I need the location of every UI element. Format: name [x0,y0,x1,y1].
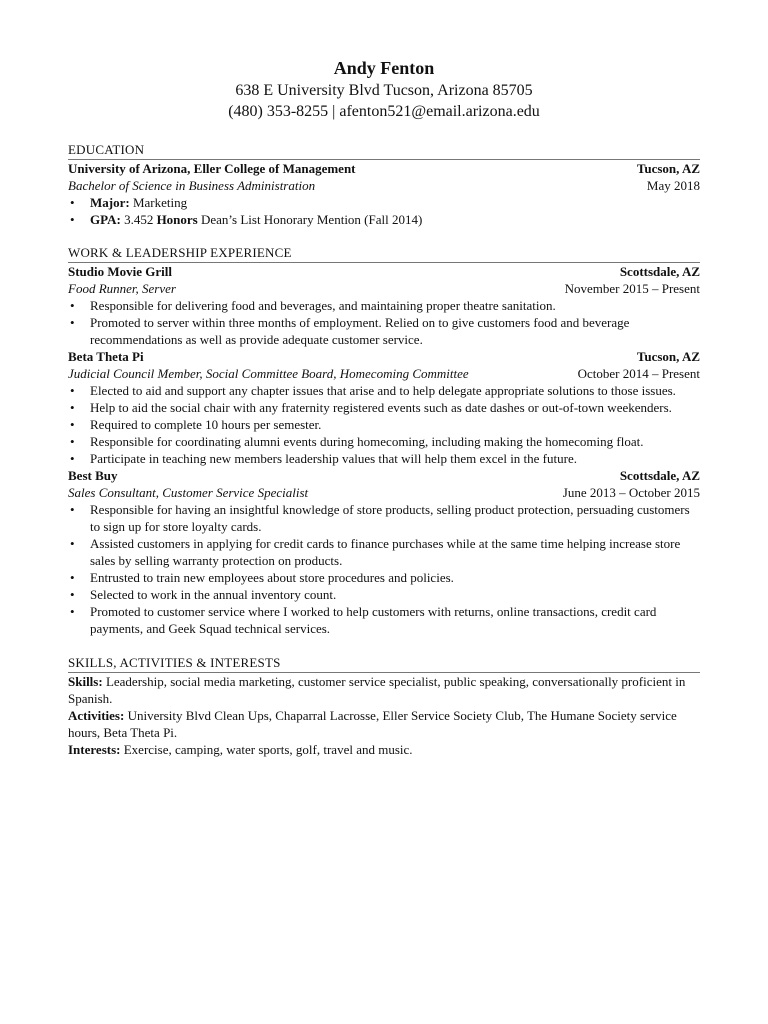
bullet-icon: • [70,536,75,551]
bullet-text: Promoted to customer service where I worked to help customers with returns, online transactions, credit card payments, and Geek Squad technical services. [90,604,657,636]
activities-line [68,707,700,741]
bullet-text: Selected to work in the annual inventory count. [90,587,337,602]
list-item [68,382,700,399]
activities-value: University Blvd Clean Ups, Chaparral Lacrosse, Eller Service Society Club, The Humane Society service hours, Beta Theta Pi. [68,708,677,740]
resume-header [68,56,700,122]
list-item [68,535,700,569]
bullet-icon: • [70,195,75,210]
school-location: Tucson, AZ [636,161,700,176]
phone-email: (480) 353-8255 | afenton521@email.arizona.edu [228,103,540,120]
gpa-label: GPA: [90,212,121,227]
bullet-text: Responsible for delivering food and beverages, and maintaining proper theatre sanitation. [90,298,556,313]
graduation-date: May 2018 [646,178,700,193]
list-item [68,399,700,416]
bullet-icon: • [70,400,75,415]
bullet-text: Promoted to server within three months of employment. Relied on to give customers food and beverage recommendations as well as provide adequate customer service. [90,315,630,347]
bullet-icon: • [70,587,75,602]
list-item [68,603,700,637]
address: 638 E University Blvd Tucson, Arizona 85705 [235,82,533,99]
list-item [68,297,700,314]
degree: Bachelor of Science in Business Administration [68,178,316,193]
gpa-value: 3.452 [120,212,157,227]
bullet-text: Help to aid the social chair with any fraternity registered events such as date dashes or out-of-town weekenders. [90,400,672,415]
interests-line [68,741,700,758]
job-bullets [68,297,700,348]
bullet-icon: • [70,212,75,227]
bullet-text: Entrusted to train new employees about store procedures and policies. [90,570,454,585]
list-item [68,569,700,586]
list-item [68,416,700,433]
list-item [68,433,700,450]
job-bullets [68,501,700,637]
list-item [68,211,700,228]
bullet-icon: • [70,383,75,398]
section-title-skills: SKILLS, ACTIVITIES & INTERESTS [68,655,700,673]
bullet-text: Required to complete 10 hours per semester. [90,417,322,432]
skills-value: Leadership, social media marketing, customer service specialist, public speaking, conversationally proficient in Spanish. [68,674,686,706]
skills-line [68,673,700,707]
job-entry-studio-movie-grill [68,263,700,348]
list-item [68,314,700,348]
honors-value: Dean’s List Honorary Mention (Fall 2014) [197,212,423,227]
bullet-icon: • [70,434,75,449]
interests-value: Exercise, camping, water sports, golf, travel and music. [120,742,413,757]
skills-label: Skills: [68,674,103,689]
job-org: Beta Theta Pi [68,349,144,364]
bullet-text: Responsible for coordinating alumni events during homecoming, including making the homecoming float. [90,434,644,449]
job-location: Tucson, AZ [636,349,700,364]
bullet-text: Responsible for having an insightful knowledge of store products, selling product protection, persuading customers to sign up for store loyalty cards. [90,502,690,534]
bullet-icon: • [70,417,75,432]
job-dates: November 2015 – Present [564,281,700,296]
bullet-text: Elected to aid and support any chapter issues that arise and to help delegate appropriate solutions to those issues. [90,383,676,398]
bullet-text: Assisted customers in applying for credit cards to finance purchases while at the same time helping increase store sales by selling warranty protection on products. [90,536,681,568]
honors-label: Honors [156,212,198,227]
job-org: Studio Movie Grill [68,264,172,279]
job-entry-best-buy [68,467,700,637]
job-org: Best Buy [68,468,118,483]
section-title-education: EDUCATION [68,142,700,160]
skills-section [68,655,700,758]
job-entry-beta-theta-pi [68,348,700,467]
job-location: Scottsdale, AZ [619,264,700,279]
job-role: Judicial Council Member, Social Committee Board, Homecoming Committee [68,366,469,381]
job-role: Sales Consultant, Customer Service Specialist [68,485,309,500]
job-dates: June 2013 – October 2015 [562,485,700,500]
education-section [68,142,700,228]
bullet-icon: • [70,570,75,585]
major-label: Major: [90,195,130,210]
job-role: Food Runner, Server [68,281,176,296]
job-bullets [68,382,700,467]
job-location: Scottsdale, AZ [619,468,700,483]
bullet-icon: • [70,298,75,313]
interests-label: Interests: [68,742,121,757]
list-item [68,194,700,211]
bullet-icon: • [70,604,75,619]
major-value: Marketing [129,195,188,210]
section-title-work: WORK & LEADERSHIP EXPERIENCE [68,245,700,263]
school-name: University of Arizona, Eller College of Management [68,161,356,176]
list-item [68,450,700,467]
list-item [68,586,700,603]
applicant-name: Andy Fenton [333,58,435,78]
work-section [68,245,700,637]
bullet-icon: • [70,451,75,466]
activities-label: Activities: [68,708,125,723]
bullet-icon: • [70,502,75,517]
list-item [68,501,700,535]
job-dates: October 2014 – Present [577,366,700,381]
bullet-text: Participate in teaching new members leadership values that will help them excel in the future. [90,451,577,466]
bullet-icon: • [70,315,75,330]
education-details [68,194,700,228]
